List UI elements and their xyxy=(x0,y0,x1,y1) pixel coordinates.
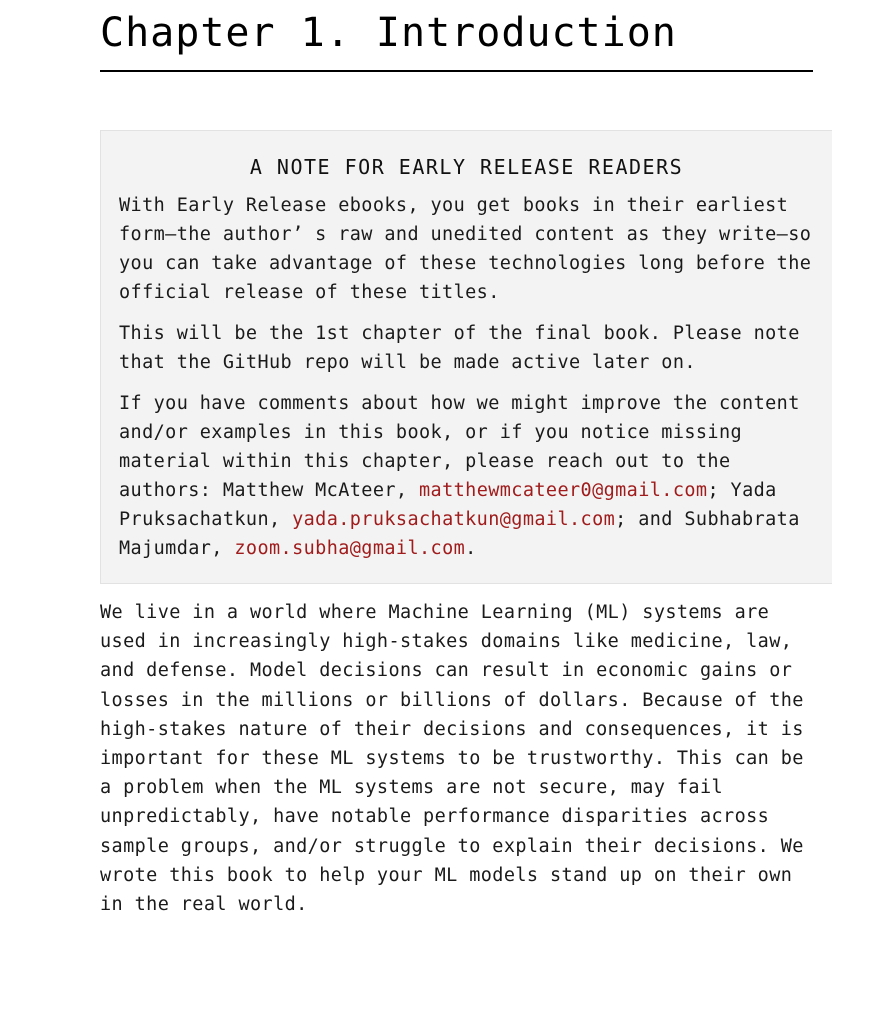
email-link-subhabrata[interactable]: zoom.subha@gmail.com xyxy=(234,538,466,559)
email-link-yada[interactable]: yada.pruksachatkun@gmail.com xyxy=(292,509,616,530)
note-paragraph-chapter-info: This will be the 1st chapter of the final book. Please note that the GitHub repo will be made active later on. xyxy=(119,323,800,373)
contact-separator-text: ; Yada Pruksachatkun, xyxy=(119,480,777,530)
note-paragraph-early-release: With Early Release ebooks, you get books in their earliest form—the author’ s raw and unedited content as they write—so you can take advantage of these technologies long before the official release of these titles. xyxy=(119,195,812,303)
note-paragraph-contact xyxy=(119,389,814,563)
contact-intro-text: If you have comments about how we might improve the content and/or examples in this book, or if you notice missing material within this chapter, please reach out to the authors: Matthew McAteer, xyxy=(119,393,800,501)
contact-separator-text: ; and Subhabrata Majumdar, xyxy=(119,509,800,559)
early-release-note xyxy=(100,130,832,584)
title-divider xyxy=(100,70,813,72)
email-link-matthew[interactable]: matthewmcateer0@gmail.com xyxy=(419,480,708,501)
note-heading: A NOTE FOR EARLY RELEASE READERS xyxy=(249,155,684,179)
contact-end-text: . xyxy=(465,538,477,559)
intro-paragraph: We live in a world where Machine Learning (ML) systems are used in increasingly high-stakes domains like medicine, law, and defense. Model decisions can result in economic gains or losses in the millions or billions of dollars. Because of the high-stakes nature of their decisions and consequences, it is important for these ML systems to be trustworthy. This can be a problem when the ML systems are not secure, may fail unpredictably, have notable performance disparities across sample groups, and/or struggle to explain their decisions. We wrote this book to help your ML models stand up on their own in the real world. xyxy=(100,602,804,916)
page-content xyxy=(100,0,813,919)
chapter-title: Chapter 1. Introduction xyxy=(100,10,677,56)
